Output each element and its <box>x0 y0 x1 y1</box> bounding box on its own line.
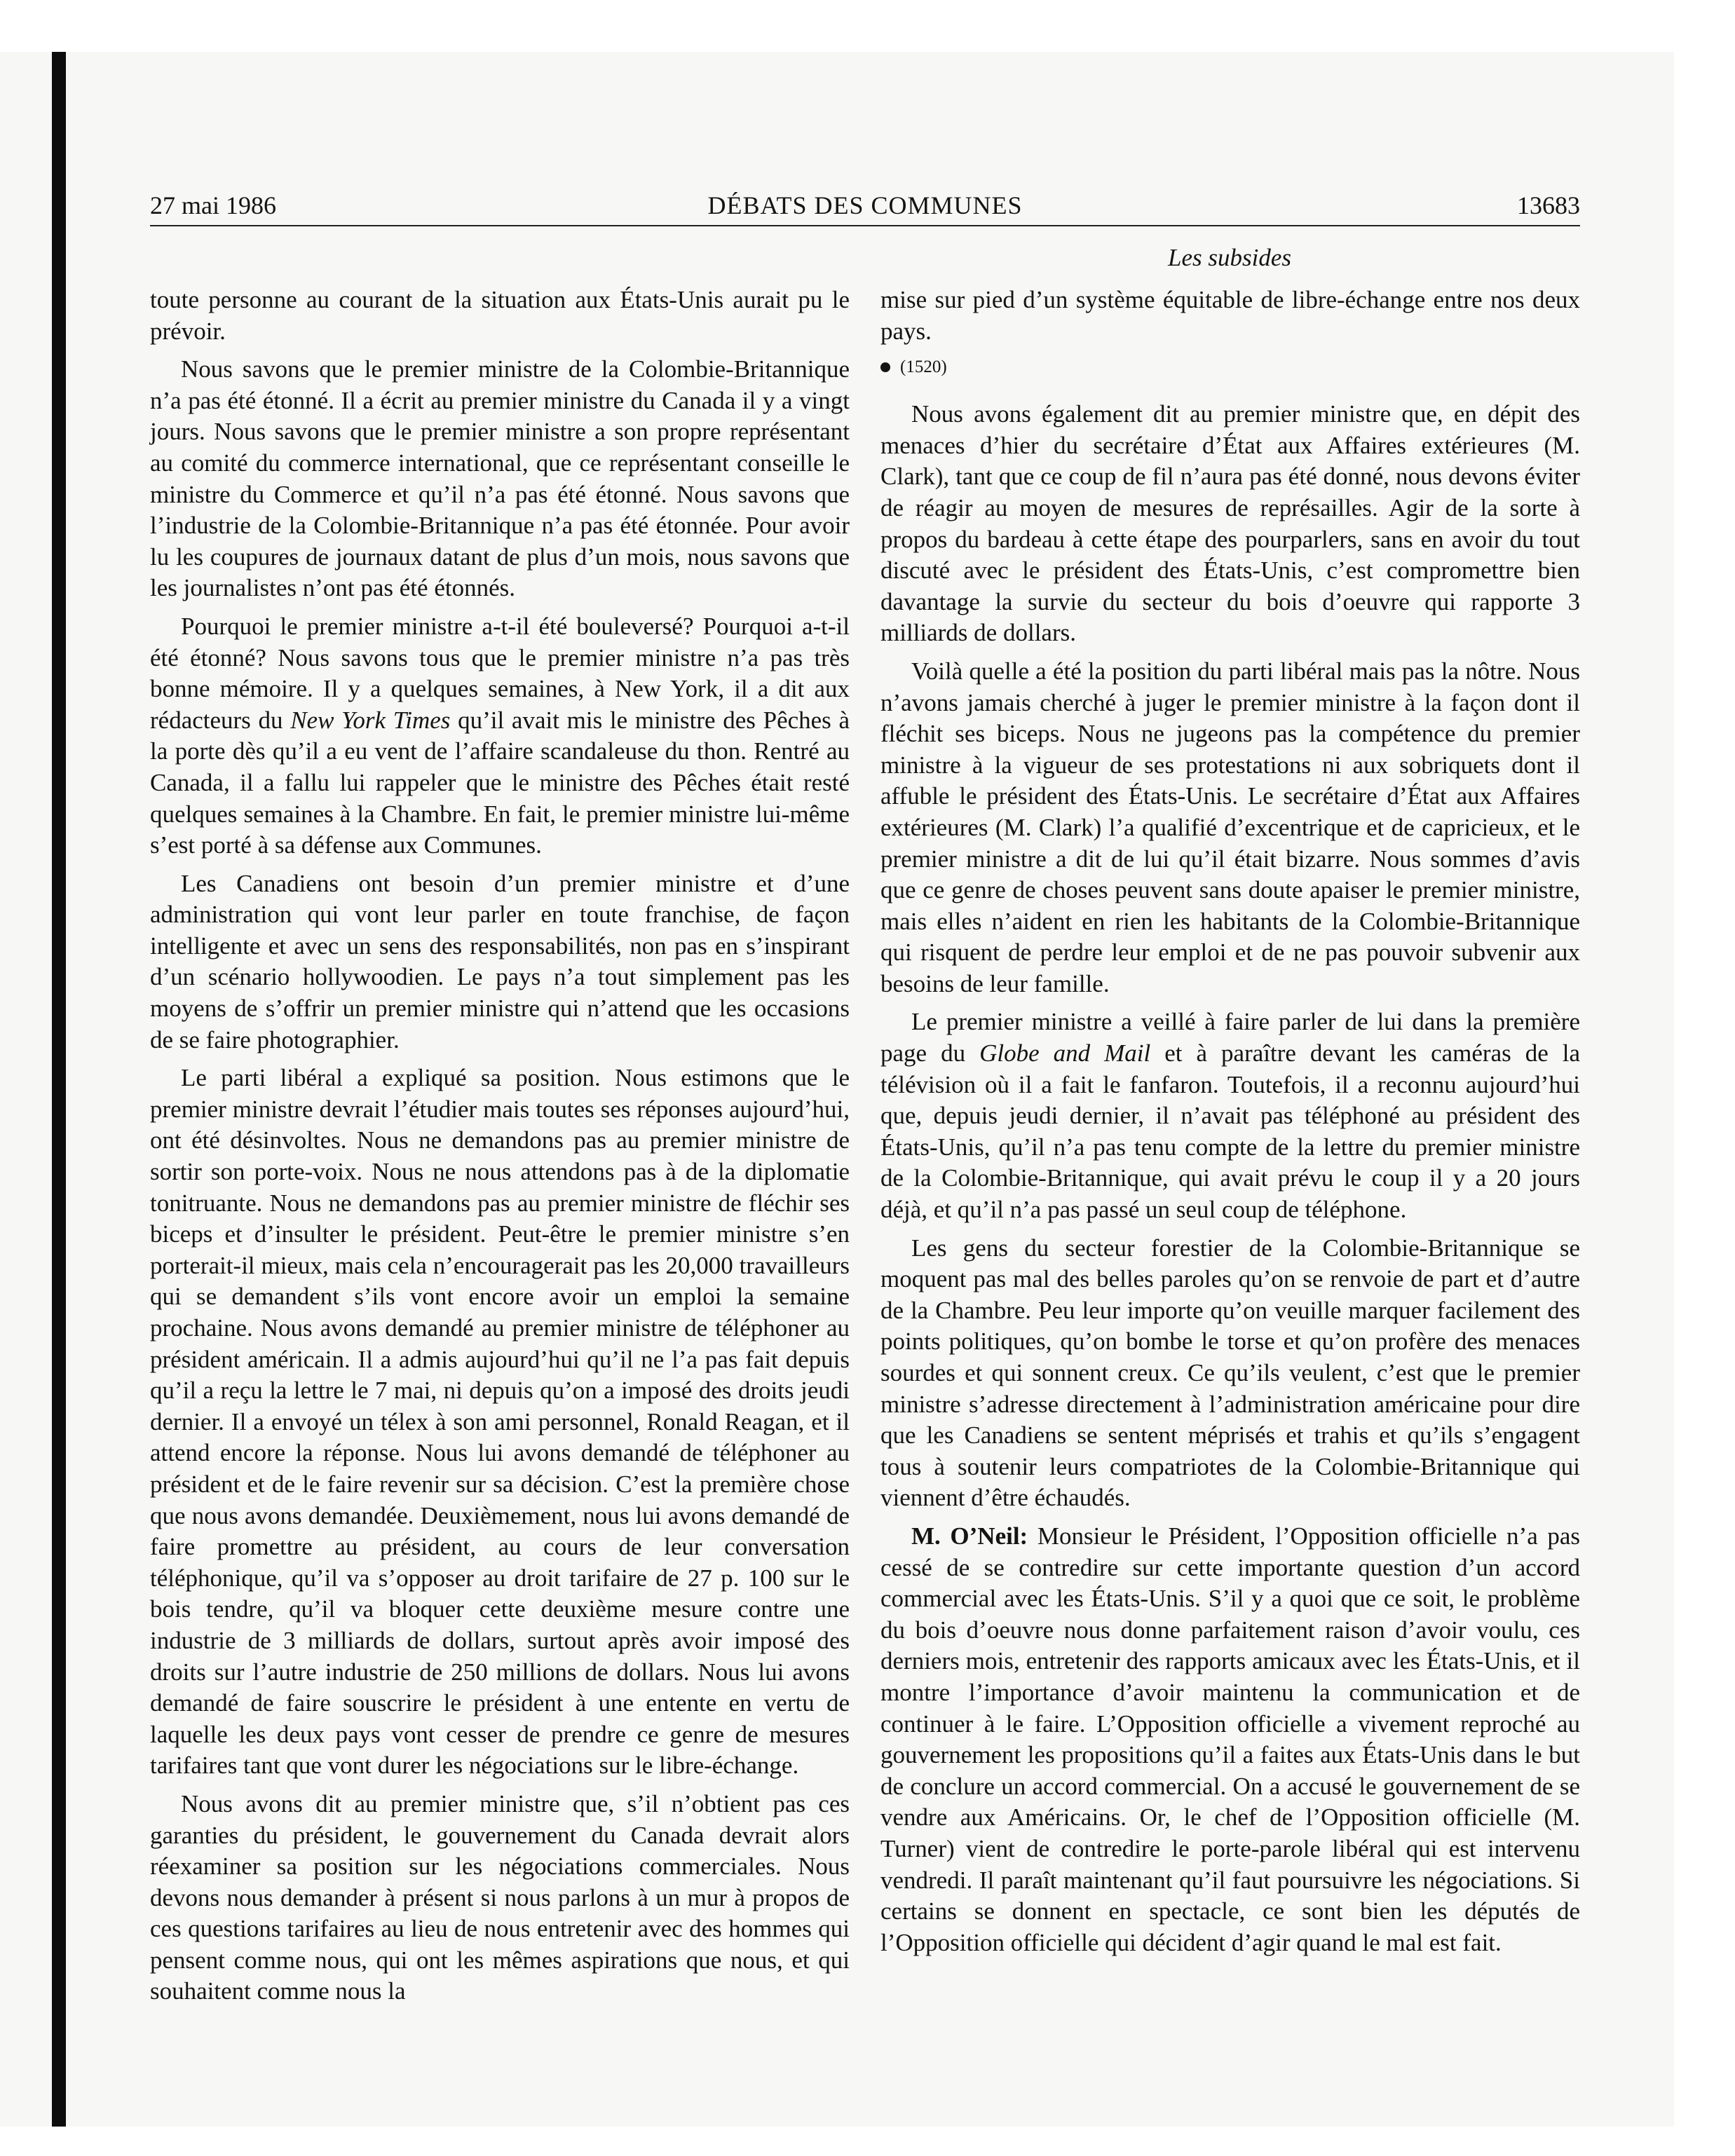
paragraph-text: qu’il avait mis le ministre des Pêches à la porte dès qu’il a eu vent de l’affaire scandaleuse du thon. Rentré au Canada, il a fallu lui rappeler que le ministre des Pêches était resté quelques semaines à la Chambre. En fait, le premier ministre lui-même s’est porté à sa défense aux Communes. <box>150 706 850 859</box>
publication-name: Globe and Mail <box>979 1039 1151 1067</box>
paragraph: Nous savons que le premier ministre de la Colombie-Britannique n’a pas été étonné. Il a écrit au premier ministre du Canada il y a vingt jours. Nous savons que le premier ministre a son propre représentant au comité du commerce international, que ce représentant conseille le ministre du Commerce et qu’il n’a pas été étonné. Nous savons que l’industrie de la Colombie-Britannique n’a pas été étonnée. Pour avoir lu les coupures de journaux datant de plus d’un mois, nous savons que les journalistes n’ont pas été étonnés. <box>150 355 850 602</box>
left-column <box>150 285 850 2014</box>
page-number: 13683 <box>1517 191 1580 219</box>
paragraph-text: Le premier ministre a veillé à faire parler de lui dans la première page du <box>880 1008 1580 1067</box>
publication-name: New York Times <box>290 706 451 734</box>
paragraph-text: Monsieur le Président, l’Opposition officielle n’a pas cessé de se contredire sur cette importante question d’un accord commercial avec les États-Unis. S’il y a quoi que ce soit, le problème du bois d’oeuvre nous donne parfaitement raison d’avoir voulu, ces derniers mois, entretenir des rapports amicaux avec les États-Unis, et il montre l’importance d’avoir maintenu la communication et de continuer à le faire. L’Opposition officielle a vivement reproché au gouvernement les propositions qu’il a faites aux États-Unis dans le but de conclure un accord commercial. On a accusé le gouvernement de se vendre aux Américains. Or, le chef de l’Opposition officielle (M. Turner) vient de contredire le porte-parole libéral qui est intervenu vendredi. Il paraît maintenant qu’il faut poursuivre les négociations. Si certains se donnent en spectacle, ce sont bien les députés de l’Opposition officielle qui décident d’agir quand le mal est fait. <box>880 1522 1581 1956</box>
paragraph: Voilà quelle a été la position du parti libéral mais pas la nôtre. Nous n’avons jamais cherché à juger le premier ministre à la façon dont il fléchit ses biceps. Nous ne jugeons pas la compétence du premier ministre à la vigueur de ses protestations ni aux sobriquets dont il affuble le président des États-Unis. Le secrétaire d’État aux Affaires extérieures (M. Clark) l’a qualifié d’excentrique et de capricieux, et le premier ministre a dit de lui qu’il était bizarre. Nous sommes d’avis que ce genre de choses peuvent sans doute apaiser le premier ministre, mais elles n’aident en rien les habitants de la Colombie-Britannique qui risquent de perdre leur emploi et de ne pas pouvoir subvenir aux besoins de leur famille. <box>880 657 1580 997</box>
scan-border-right <box>1674 52 1735 2156</box>
paragraph: mise sur pied d’un système équitable de libre-échange entre nos deux pays. <box>880 286 1580 345</box>
section-label: Les subsides <box>1168 244 1291 271</box>
paragraph: Les gens du secteur forestier de la Colombie-Britannique se moquent pas mal des belles paroles qu’on se renvoie de part et d’autre de la Chambre. Peu leur importe qu’on veuille marquer facilement des points politiques, qu’on bombe le torse et qu’on profère des menaces sourdes et qui sonnent creux. Ce qu’ils veulent, c’est que le premier ministre s’adresse directement à l’administration américaine pour dire que les Canadiens se sentent méprisés et trahis et qu’ils s’engagent tous à soutenir leurs compatriotes de la Colombie-Britannique qui viennent d’être échaudés. <box>880 1234 1580 1512</box>
speaker-name: M. O’Neil: <box>911 1522 1028 1550</box>
paragraph-text: et à paraître devant les caméras de la télévision où il a fait le fanfaron. Toutefois, il a reconnu aujourd’hui que, depuis jeudi dernier, il n’avait pas téléphoné au président des États-Unis, qu’il n’a pas tenu compte de la lettre du premier ministre de la Colombie-Britannique, qui avait prévu le coup il y a 20 jours déjà, et qu’il n’a pas passé un seul coup de téléphone. <box>880 1039 1581 1224</box>
right-column <box>880 285 1580 1965</box>
scan-border-top <box>0 0 1735 52</box>
timestamp-text: (1520) <box>900 357 947 377</box>
paragraph <box>880 1521 1580 1958</box>
scan-border-left <box>52 52 66 2127</box>
publication-title: DÉBATS DES COMMUNES <box>707 191 1023 219</box>
scan-border-bottom <box>0 2127 1735 2156</box>
header-rule <box>150 225 1580 226</box>
bullet-icon <box>880 362 890 372</box>
paragraph: Nous avons dit au premier ministre que, s’il n’obtient pas ces garanties du président, le gouvernement du Canada devrait alors réexaminer sa position sur les négociations commerciales. Nous devons nous demander à présent si nous parlons à un mur à propos de ces questions tarifaires au lieu de nous entretenir avec des hommes qui pensent comme nous, qui ont les mêmes aspirations que nous, et qui souhaitent comme nous la <box>150 1789 850 2005</box>
paragraph: Le parti libéral a expliqué sa position. Nous estimons que le premier ministre devrait l’étudier mais toutes ses réponses aujourd’hui, ont été désinvoltes. Nous ne demandons pas au premier ministre de sortir son porte-voix. Nous ne nous attendons pas à de la diplomatie tonitruante. Nous ne demandons pas au premier ministre de fléchir ses biceps et d’insulter le président. Peut-être le premier ministre s’en porterait-il mieux, mais cela n’encouragerait pas les 20,000 travailleurs qui se demandent s’ils vont encore avoir un emploi la semaine prochaine. Nous avons demandé au premier ministre de téléphoner au président américain. Il a admis aujourd’hui qu’il ne l’a pas fait depuis qu’il a reçu la lettre le 7 mai, ni depuis qu’on a imposé des droits jeudi dernier. Il a envoyé un télex à son ami personnel, Ronald Reagan, et il attend encore la réponse. Nous lui avons demandé de téléphoner au président et de le faire revenir sur sa décision. C’est la première chose que nous avons demandée. Deuxièmement, nous lui avons demandé de faire promettre au président, au cours de leur conversation téléphonique, qu’il va s’opposer au droit tarifaire de 27 p. 100 sur le bois tendre, qu’il va bloquer cette deuxième mesure contre une industrie de 3 milliards de dollars, surtout après avoir imposé des droits sur l’autre industrie de 250 millions de dollars. Nous lui avons demandé de faire souscrire le président à une entente en vertu de laquelle les deux pays vont cesser de prendre ce genre de mesures tarifaires tant que vont durer les négociations sur le libre-échange. <box>150 1064 850 1780</box>
timestamp <box>880 357 1580 378</box>
paragraph: toute personne au courant de la situation aux États-Unis aurait pu le prévoir. <box>150 286 850 345</box>
paragraph: Les Canadiens ont besoin d’un premier ministre et d’une administration qui vont leur parler en toute franchise, de façon intelligente et avec un sens des responsabilités, non pas en s’inspirant d’un scénario hollywoodien. Le pays n’a tout simplement pas les moyens de s’offrir un premier ministre qui n’attend que les occasions de se faire photographier. <box>150 869 850 1053</box>
paragraph: Nous avons également dit au premier ministre que, en dépit des menaces d’hier du secrétaire d’État aux Affaires extérieures (M. Clark), tant que ce coup de fil n’aura pas été donné, nous devons éviter de réagir au moyen de mesures de représailles. Agir de la sorte à propos du bardeau à cette étape des pourparlers, sans en avoir du tout discuté avec le président des États-Unis, c’est compromettre bien davantage la survie du secteur du bois d’oeuvre qui rapporte 3 milliards de dollars. <box>880 400 1580 647</box>
page-date: 27 mai 1986 <box>150 191 276 219</box>
paragraph-text: Pourquoi le premier ministre a-t-il été bouleversé? Pourquoi a-t-il été étonné? Nous savons tous que le premier ministre n’a pas très bonne mémoire. Il y a quelques semaines, à New York, il a dit aux rédacteurs du <box>150 612 850 734</box>
paragraph <box>880 1007 1580 1225</box>
page-header <box>150 191 1580 227</box>
paragraph <box>150 611 850 861</box>
